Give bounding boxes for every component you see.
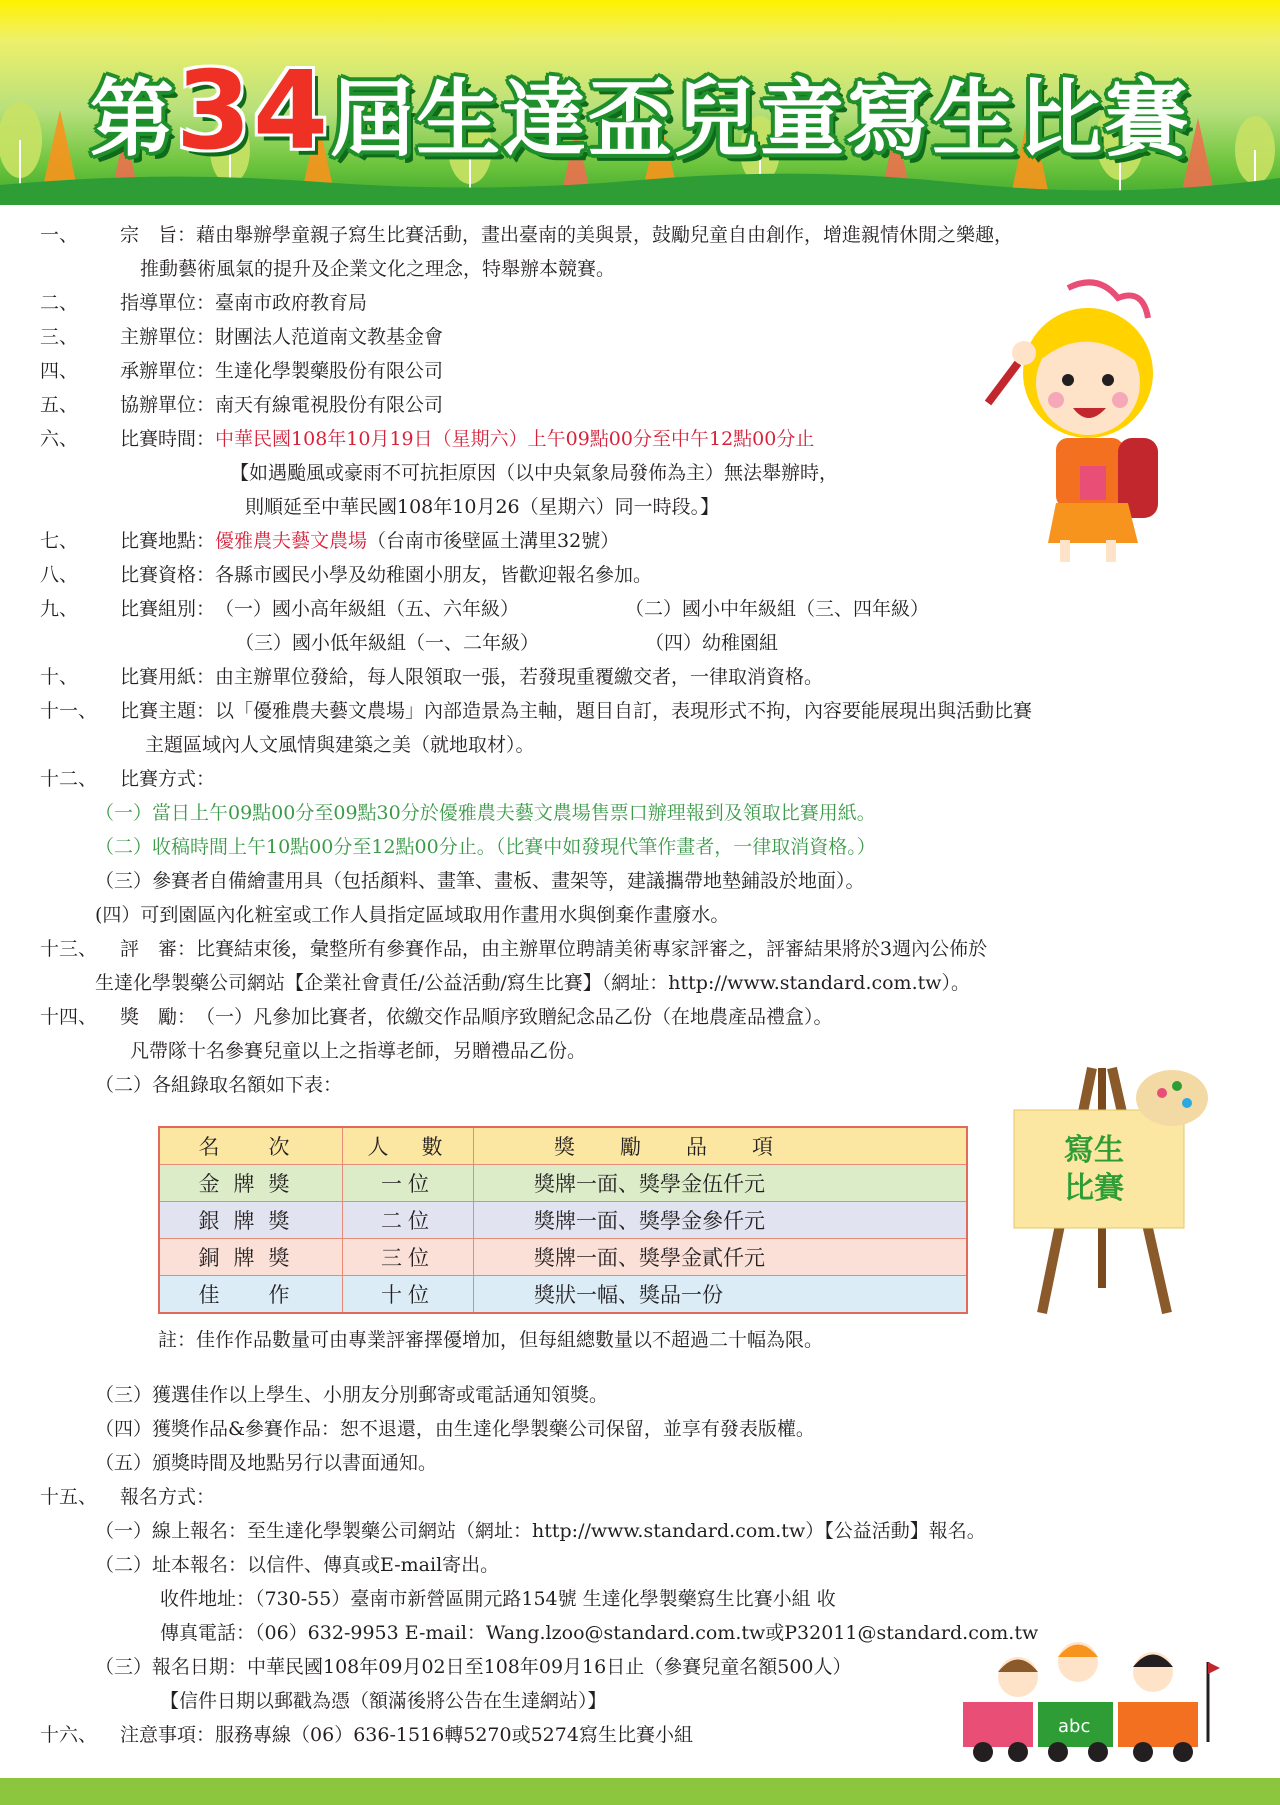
section-notes: 十六、 注意事項：服務專線（06）636-1516轉5270或5274寫生比賽小組 [40,1724,693,1746]
section-method: 十二、 比賽方式： [40,768,216,790]
girl-illustration [968,268,1200,568]
section-co-organizer: 五、 協辦單位：南天有線電視股份有限公司 [40,394,444,416]
section-judging: 十三、 評 審：比賽結束後，彙整所有參賽作品，由主辦單位聘請美術專家評審之，評審結果將於3週內公佈於 [40,938,988,960]
prize-table [158,1126,968,1314]
header-banner [0,0,1280,205]
easel-sign-line1: 寫生 [1064,1133,1124,1168]
section-paper: 十、 比賽用紙：由主辦單位發給，每人限領取一張，若發現重覆繳交者，一律取消資格。 [40,666,824,688]
awards-sub5: （五）頒獎時間及地點另行以書面通知。 [95,1452,438,1474]
registration-mail: （二）址本報名：以信件、傳真或E-mail寄出。 [95,1554,500,1576]
registration-address: 收件地址：（730-55）臺南市新營區開元路154號 生達化學製藥寫生比賽小組 收 [160,1588,836,1610]
section-organizer: 三、 主辦單位：財團法人范道南文教基金會 [40,326,444,348]
section-executor: 四、 承辦單位：生達化學製藥股份有限公司 [40,360,444,382]
registration-postmark: 【信件日期以郵戳為憑（額滿後將公告在生達網站）】 [160,1690,607,1712]
section-eligibility: 八、 比賽資格：各縣市國民小學及幼稚園小朋友，皆歡迎報名參加。 [40,564,653,586]
awards-sub2: （二）各組錄取名額如下表： [95,1074,343,1096]
title-number: 34 [175,49,331,174]
method-4: (四）可到園區內化粧室或工作人員指定區域取用作畫用水與倒棄作畫廢水。 [95,904,730,926]
title-prefix: 第 [89,70,176,168]
awards-sub3: （三）獲選佳作以上學生、小朋友分別郵寄或電話通知領獎。 [95,1384,609,1406]
section-theme-cont: 主題區域內人文風情與建築之美（就地取材）。 [145,734,535,756]
section-time-note2: 則順延至中華民國108年10月26（星期六）同一時段。】 [245,496,720,518]
section-time: 六、 比賽時間：中華民國108年10月19日（星期六）上午09點00分至中午12點00分止 [40,428,815,450]
page-title [60,49,1220,174]
section-awards-cont: 凡帶隊十名參賽兒童以上之指導老師，另贈禮品乙份。 [130,1040,587,1062]
method-3: （三）參賽者自備繪畫用具（包括顏料、畫筆、畫板、畫架等，建議攜帶地墊鋪設於地面）。 [95,870,865,892]
section-groups-cont: （三）國小低年級組（一、二年級） （四）幼稚園組 [235,632,779,654]
awards-sub4: （四）獲獎作品&參賽作品：恕不退還，由生達化學製藥公司保留，並享有發表版權。 [95,1418,815,1440]
section-time-note1: 【如遇颱風或豪雨不可抗拒原因（以中央氣象局發佈為主）無法舉辦時， [230,462,839,484]
section-guidance: 二、 指導單位：臺南市政府教育局 [40,292,368,314]
section-purpose: 一、 宗 旨：藉由舉辦學童親子寫生比賽活動，畫出臺南的美與景，鼓勵兒童自由創作，增進親情休閒之樂趣， [40,224,1014,246]
train-sign: abc [1058,1716,1091,1737]
method-1: （一）當日上午09點00分至09點30分於優雅農夫藝文農場售票口辦理報到及領取比賽用紙。 [95,802,876,824]
table-row: 金牌獎 一位 獎牌一面、獎學金伍仟元 [159,1165,967,1202]
prize-note: 註：佳作作品數量可由專業評審擇優增加，但每組總數量以不超過二十幅為限。 [158,1329,824,1351]
registration-dates: （三）報名日期：中華民國108年09月02日至108年09月16日止（參賽兒童名額500人） [95,1656,852,1678]
table-row: 銅牌獎 三位 獎牌一面、獎學金貳仟元 [159,1239,967,1276]
easel-illustration [1002,1058,1220,1320]
section-theme: 十一、 比賽主題：以「優雅農夫藝文農場」內部造景為主軸，題目自訂，表現形式不拘，內容要能展現出與活動比賽 [40,700,1033,722]
section-purpose-cont: 推動藝術風氣的提升及企業文化之理念，特舉辦本競賽。 [140,258,616,280]
easel-sign-line2: 比賽 [1064,1171,1124,1206]
section-registration: 十五、 報名方式： [40,1486,216,1508]
table-row: 佳 作 十位 獎狀一幅、獎品一份 [159,1276,967,1314]
table-row: 銀牌獎 二位 獎牌一面、獎學金參仟元 [159,1202,967,1239]
footer-bar [0,1778,1280,1805]
prize-table-header: 名 次 人 數 獎 勵 品 項 [159,1127,967,1165]
registration-online: （一）線上報名：至生達化學製藥公司網站（網址：http://www.standard.com.tw）【公益活動】報名。 [95,1520,986,1542]
train-illustration [958,1632,1220,1772]
section-judging-cont: 生達化學製藥公司網站【企業社會責任/公益活動/寫生比賽】（網址：http://www.standard.com.tw）。 [95,972,971,994]
section-groups: 九、 比賽組別：（一）國小高年級組（五、六年級） （二）國小中年級組（三、四年級） [40,598,930,620]
section-awards: 十四、 獎 勵：（一）凡參加比賽者，依繳交作品順序致贈紀念品乙份（在地農產品禮盒）。 [40,1006,833,1028]
section-venue: 七、 比賽地點：優雅農夫藝文農場（台南市後壁區土溝里32號） [40,530,620,552]
method-2: （二）收稿時間上午10點00分至12點00分止。（比賽中如發現代筆作畫者，一律取消資格。） [95,836,876,858]
title-suffix: 屆生達盃兒童寫生比賽 [330,70,1191,168]
registration-fax-email: 傳真電話：（06）632-9953 E-mail：Wang.lzoo@standard.com.tw或P32011@standard.com.tw [160,1622,1039,1644]
